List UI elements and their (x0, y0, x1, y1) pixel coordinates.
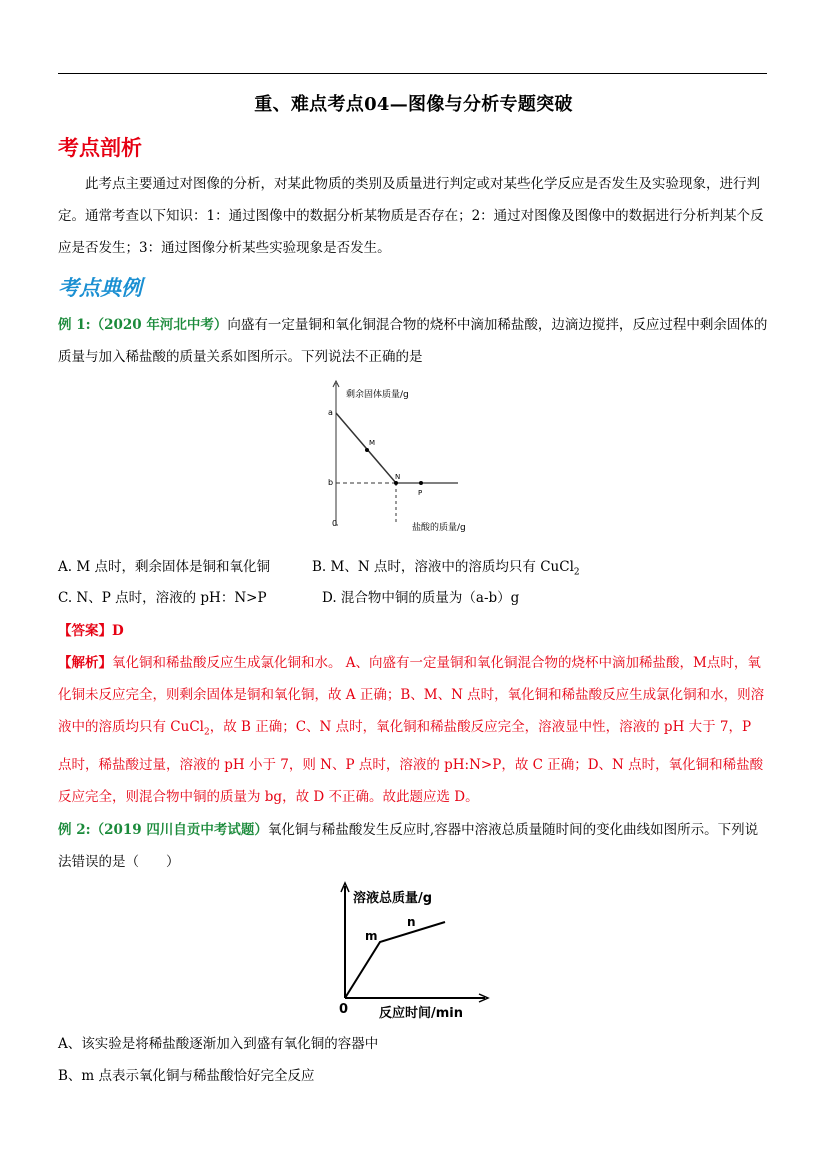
header-rule (58, 73, 767, 74)
graph1-origin: 0 (332, 519, 338, 528)
graph1-label-m: M (369, 439, 376, 447)
example2-option-a: A、该实验是将稀盐酸逐渐加入到盛有氧化铜的容器中 (58, 1036, 379, 1052)
example2-label: 例 2: (58, 822, 91, 838)
intro-paragraph: 此考点主要通过对图像的分析，对某此物质的类别及质量进行判定或对某些化学反应是否发生及实验现象，进行判定。通常考查以下知识：1：通过图像中的数据分析某物质是否存在；2：通过对图像及图像中的数据进行分析判某个反应是否发生；3：通过图像分析某些实验现象是否发生。 (58, 176, 764, 256)
example2-text: 氧化铜与稀盐酸发生反应时,容器中溶液总质量随时间的变化曲线如图所示。下列说法错误的是（ ） (58, 822, 759, 870)
graph2-xlabel: 反应时间/min (379, 1006, 464, 1020)
example1-source: （2020 年河北中考） (90, 317, 228, 333)
example1-option-c: C. N、P 点时，溶液的 pH：N>P (58, 590, 267, 606)
example2-question (58, 814, 768, 878)
example2-option-b: B、m 点表示氧化铜与稀盐酸恰好完全反应 (58, 1068, 315, 1084)
example1-question (58, 309, 768, 373)
graph1-label-a: a (328, 408, 333, 417)
graph1-point-p (419, 481, 423, 485)
example1-option-a: A. M 点时，剩余固体是铜和氧化铜 (58, 559, 270, 575)
analysis-label: 【解析】 (58, 655, 112, 671)
graph2-curve (345, 922, 445, 998)
graph1-line-descending (336, 413, 396, 483)
example2-graph (335, 880, 495, 1020)
graph2-label-n: n (407, 915, 416, 929)
example1-answer: 【答案】D (58, 623, 124, 639)
graph1-point-m (365, 448, 369, 452)
section-heading-analysis: 考点剖析 (58, 135, 142, 160)
graph1-label-p: P (418, 489, 423, 497)
graph1-label-n: N (395, 473, 401, 481)
example1-option-b: B. M、N 点时，溶液中的溶质均只有 CuCl$_2$ (312, 559, 580, 578)
page-title: 重、难点考点04—图像与分析专题突破 (254, 94, 573, 115)
graph2-label-m: m (365, 929, 378, 943)
example1-label: 例 1: (58, 317, 91, 333)
graph1-xlabel: 盐酸的质量/g (412, 523, 466, 533)
example1-analysis: 【解析】氧化铜和稀盐酸反应生成氯化铜和水。 A、向盛有一定量铜和氧化铜混合物的烧杯中滴加稀盐酸，M点时，氧化铜未反应完全，则剩余固体是铜和氧化铜，故 A 正确；B、M、N 点时，氧化铜和稀盐酸反应生成氯化铜和水，则溶液中的溶质均只有 CuCl$_2$，故 B 正确；C、N 点时，氧化铜和稀盐酸反应完全，溶液显中性，溶液的 pH 大于 7，P 点时，稀盐酸过量，溶液的 pH 小于 7，则 N、P 点时，溶液的 pH:N>P，故 C 正确；D、N 点时，氧化铜和稀盐酸反应完全，则混合物中铜的质量为 bg，故 D 不正确。故此题应选 D。 (58, 655, 765, 805)
example1-graph (318, 375, 498, 535)
section-heading-examples: 考点典例 (58, 275, 142, 300)
example1-text: 向盛有一定量铜和氧化铜混合物的烧杯中滴加稀盐酸，边滴边搅拌，反应过程中剩余固体的质量与加入稀盐酸的质量关系如图所示。下列说法不正确的是 (58, 317, 768, 365)
example1-option-d: D. 混合物中铜的质量为（a-b）g (322, 590, 520, 606)
example2-source: （2019 四川自贡中考试题） (90, 822, 268, 838)
graph1-label-b: b (328, 478, 334, 487)
graph1-point-n (394, 481, 398, 485)
graph2-ylabel: 溶液总质量/g (353, 891, 433, 906)
graph1-ylabel: 剩余固体质量/g (346, 390, 409, 400)
graph2-origin: 0 (339, 1002, 349, 1017)
